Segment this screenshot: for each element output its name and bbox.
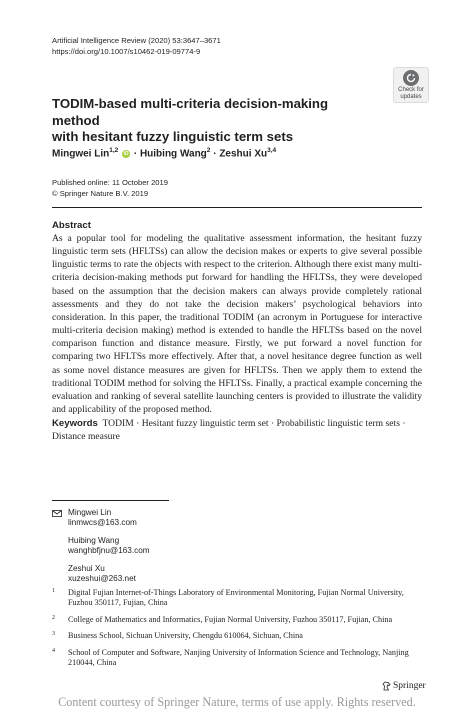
springer-logo [382,681,426,691]
journal-volume: Artificial Intelligence Review (2020) 53:3647–3671 [52,36,221,45]
author-affiliation-ref: 3,4 [267,147,277,154]
affiliation-text: College of Mathematics and Informatics, Fujian Normal University, Fuzhou 350117, Fujian, China [68,614,393,624]
check-for-updates-badge[interactable] [393,67,429,103]
affiliation-text: Digital Fujian Internet-of-Things Laboratory of Environmental Monitoring, Fujian Normal University, Fuzhou 350117, Fujian, China [68,588,404,608]
contact-name: Zeshui Xu [68,563,105,573]
title-line-1: TODIM-based multi-criteria decision-making method [52,96,329,128]
updates-icon [403,70,419,86]
affiliation-item [52,648,424,669]
affiliation-text: School of Computer and Software, Nanjing University of Information Science and Technology, Nanjing 210044, China [68,647,409,668]
footnote-divider [52,500,169,501]
affiliation-item [52,631,424,641]
author-affiliation-ref: 1,2 [109,147,119,154]
publication-info [52,178,168,199]
author-name[interactable]: Mingwei Lin [52,148,110,160]
affiliation-item [52,615,424,625]
affiliation-text: Business School, Sichuan University, Chengdu 610064, Sichuan, China [68,631,303,641]
affiliation-item [52,588,424,609]
contact-name: Huibing Wang [68,535,120,545]
keywords-heading: Keywords [52,418,98,429]
contact-entry [52,564,150,585]
divider [52,207,422,208]
badge-label: Check for updates [398,87,424,100]
keywords [52,417,422,443]
affiliation-number: 1 [52,588,55,594]
courtesy-notice: Content courtesy of Springer Nature, terms of use apply. Rights reserved. [58,695,416,709]
author-list [52,147,276,159]
contact-name: Mingwei Lin [68,508,112,517]
published-date: Published online: 11 October 2019 [52,178,168,187]
abstract-text: As a popular tool for modeling the qualitative assessment information, the hesitant fuzzy linguistic term sets (HFLTSs) can allow the decision makes or experts to give several possible linguistic terms to rate the objects with respect to the criterion. Although there exist many multi-criteria decision-making methods put forward for handling the HFLTSs, they were developed based on the assumption that the decision makers can always provide completely rational assessments and they do not take the decision makers’ psychological behaviors into consideration. In this paper, the traditional TODIM (an acronym in Portuguese for interactive multi-criteria decision making) method is extended to handle the HFLTSs based on the novel comparison function and distance measure. Firstly, we put forward a novel function for comparing two HFLTSs more effectively. After that, a novel hesitance degree function as well as some novel distance measures are given for HFLTSs. Then we apply them to extend the traditional TODIM method for solving the HFLTSs. Finally, a practical example concerning the evaluation and ranking of several satellite launching centers is provided to illustrate the validity and applicability of the proposed method. [52,233,422,416]
envelope-icon [52,510,62,520]
orcid-icon[interactable]: iD [123,151,129,158]
contact-email[interactable]: linmwcs@163.com [68,518,137,528]
author-name[interactable]: Huibing Wang [139,148,207,160]
publisher-name: Springer [393,681,426,691]
copyright: © Springer Nature B.V. 2019 [52,188,149,198]
abstract-heading: Abstract [52,220,91,231]
contact-email[interactable]: xuzeshui@263.net [68,574,136,584]
journal-citation [52,36,221,57]
keywords-text: TODIM · Hesitant fuzzy linguistic term set · Probabilistic linguistic term sets · Distance measure [52,418,406,443]
affiliation-number: 2 [52,614,55,621]
title-line-2: with hesitant fuzzy linguistic term sets [52,129,294,144]
contact-entry [52,536,150,557]
affiliation-number: 3 [52,631,55,638]
doi-link[interactable]: https://doi.org/10.1007/s10462-019-09774-9 [52,46,201,56]
affiliation-list [52,588,424,674]
contact-email[interactable]: wanghbfjnu@163.com [68,546,150,556]
contact-list [52,508,150,591]
author-affiliation-ref: 2 [206,147,211,154]
author-separator: · [213,148,217,160]
paper-title [52,96,372,146]
affiliation-number: 4 [52,647,55,654]
author-separator: · [133,148,138,160]
springer-horse-icon [382,681,391,691]
author-name[interactable]: Zeshui Xu [219,148,268,160]
contact-entry [52,508,150,529]
